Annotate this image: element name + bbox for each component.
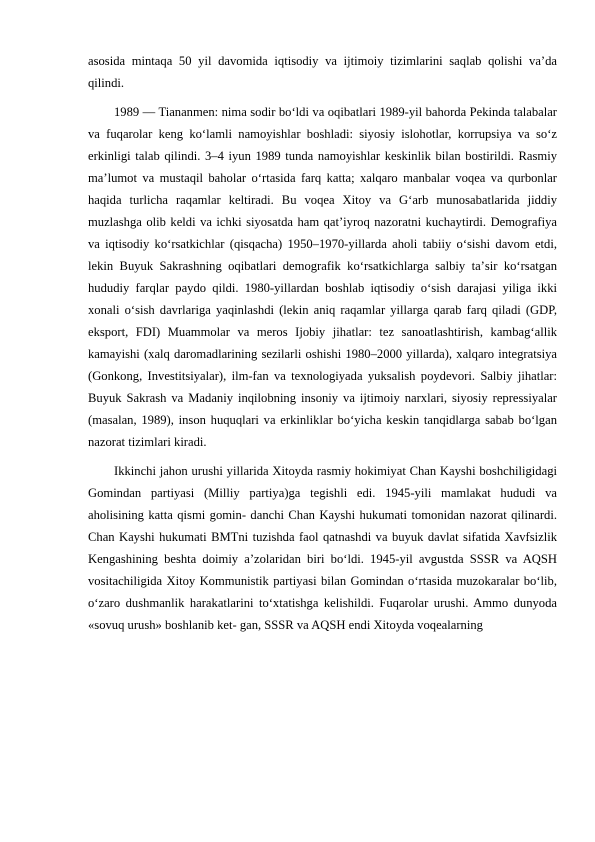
paragraph-tiananmen: 1989 — Tiananmen: nima sodir bo‘ldi va oqibatlari 1989-yil bahorda Pekinda talabalar va fuqarolar keng ko‘lamli namoyishlar boshladi: siyosiy islohotlar, korrupsiya va so‘z erkinligi talab qilindi. 3–4 iyun 1989 tunda namoyishlar keskinlik bilan bostirildi. Rasmiy maʼlumot va mustaqil baholar o‘rtasida farq katta; xalqaro manbalar voqea va qurbonlar haqida turlicha raqamlar keltiradi. Bu voqea Xitoy va G‘arb munosabatlarida jiddiy muzlashga olib keldi va ichki siyosatda ham qatʼiyroq nazoratni kuchaytirdi. Demografiya va iqtisodiy ko‘rsatkichlar (qisqacha) 1950–1970-yillarda aholi tabiiy o‘sishi davom etdi, lekin Buyuk Sakrashning oqibatlari demografik ko‘rsatkichlarga salbiy taʼsir ko‘rsatgan hududiy farqlar paydo qildi. 1980-yillardan boshlab iqtisodiy o‘sish darajasi yiliga ikki xonali o‘sish davrlariga yaqinlashdi (lekin aniq raqamlar yillarga qarab farq qiladi (GDP, eksport, FDI) Muammolar va meros Ijobiy jihatlar: tez sanoatlashtirish, kambag‘allik kamayishi (xalq daromadlarining sezilarli oshishi 1980–2000 yillarda), xalqaro integratsiya (Gonkong, Investitsiyalar), ilm-fan va texnologiyada yuksalish poydevori. Salbiy jihatlar: Buyuk Sakrash va Madaniy inqilobning insoniy va ijtimoiy narxlari, siyosiy repressiyalar (masalan, 1989), inson huquqlari va erkinliklar bo‘yicha keskin tanqidlarga sabab bo‘lgan nazorat tizimlari kiradi. <box>88 105 557 449</box>
paragraph-intro: asosida mintaqa 50 yil davomida iqtisodiy va ijtimoiy tizimlarini saqlab qolishi vaʼda qilindi. <box>88 54 557 90</box>
document-page <box>88 50 557 643</box>
paragraph-ww2-china: Ikkinchi jahon urushi yillarida Xitoyda rasmiy hokimiyat Chan Kayshi boshchiligidagi Gomindan partiyasi (Milliy partiya)ga tegishli edi. 1945-yili mamlakat hududi va aholisining katta qismi gomin- danchi Chan Kayshi hukumati tomonidan nazorat qilinardi. Chan Kayshi hukumati BMTni tuzishda faol qatnashdi va buyuk davlat sifatida Xavfsizlik Kengashining beshta doimiy a’zolaridan biri bo‘ldi. 1945-yil avgustda SSSR va AQSH vositachiligida Xitoy Kommunistik partiyasi bilan Gomindan o‘rtasida muzokaralar bo‘lib, o‘zaro dushmanlik harakatlarini to‘xtatishga kelishildi. Fuqarolar urushi. Ammo dunyoda «sovuq urush» boshlanib ket- gan, SSSR va AQSH endi Xitoyda voqealarning <box>88 464 557 632</box>
